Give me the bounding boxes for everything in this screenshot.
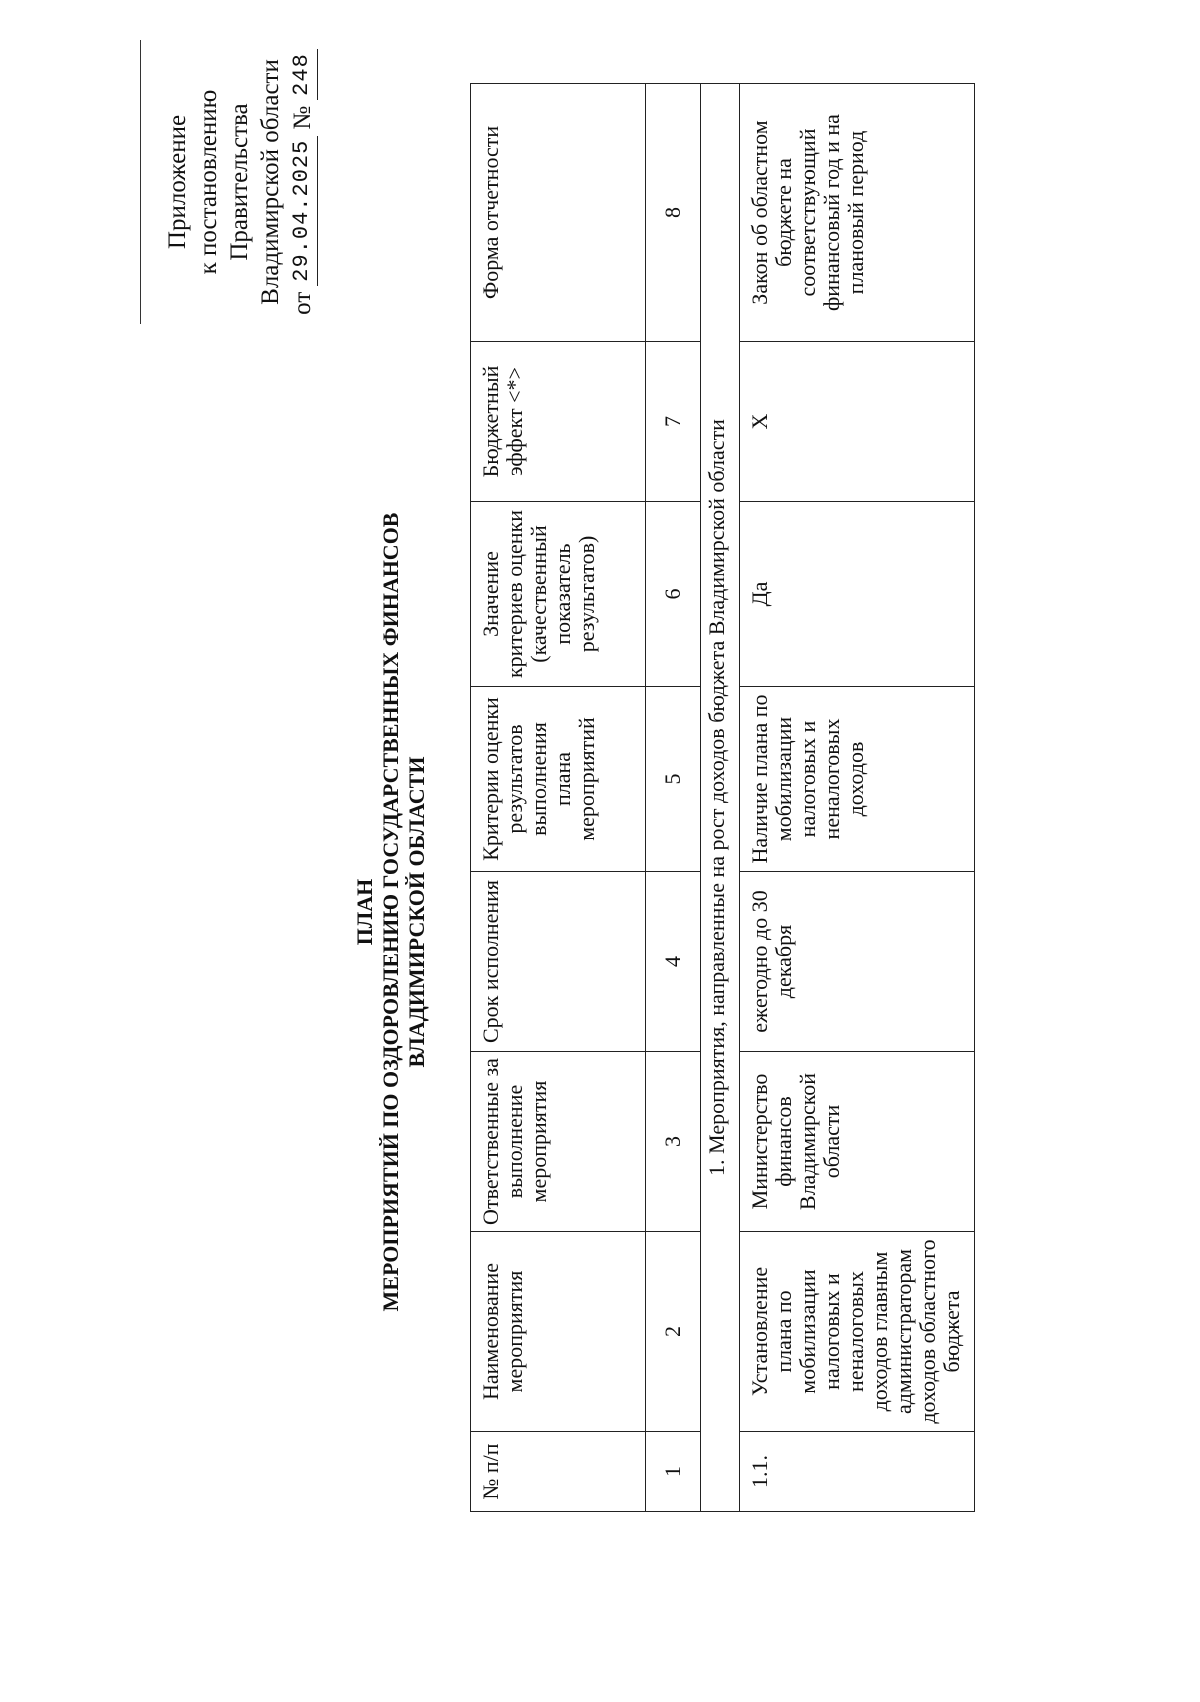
number-prefix: № [289, 105, 316, 130]
header-report: Форма отчетности [471, 84, 646, 342]
approval-block [162, 32, 318, 332]
title-line-1: ПЛАН [352, 878, 377, 946]
row-responsible: Министерство финансов Владимирской области [740, 1052, 975, 1232]
approval-line-1: Приложение [164, 114, 191, 250]
row-no: 1.1. [740, 1432, 975, 1512]
row-criteria: Наличие плана по мобилизации налоговых и неналоговых доходов [740, 687, 975, 872]
header-effect: Бюджетный эффект <*> [471, 342, 646, 502]
approval-line-3: Владимирской области [257, 59, 284, 305]
document-title [352, 382, 430, 1442]
row-value: Да [740, 502, 975, 687]
header-responsible: Ответственные за выполнение мероприятия [471, 1052, 646, 1232]
title-line-3: ВЛАДИМИРСКОЙ ОБЛАСТИ [404, 756, 429, 1068]
section-row [701, 84, 740, 1512]
section-title: 1. Мероприятия, направленные на рост доходов бюджета Владимирской области [701, 84, 740, 1512]
header-criteria: Критерии оценки результатов выполнения плана мероприятий [471, 687, 646, 872]
date-prefix: от [289, 291, 316, 315]
column-number: 2 [646, 1232, 701, 1432]
row-report: Закон об областном бюджете на соответствующий финансовый год и на плановый период [740, 84, 975, 342]
approval-date-line [286, 32, 318, 332]
header-deadline: Срок исполнения [471, 872, 646, 1052]
column-number: 4 [646, 872, 701, 1052]
top-rule [140, 40, 141, 324]
header-value: Значение критериев оценки (качественный показатель результатов) [471, 502, 646, 687]
column-number: 5 [646, 687, 701, 872]
header-name: Наименование мероприятия [471, 1232, 646, 1432]
approval-number: 248 [286, 49, 318, 100]
title-line-2: МЕРОПРИЯТИЙ ПО ОЗДОРОВЛЕНИЮ ГОСУДАРСТВЕННЫХ ФИНАНСОВ [378, 512, 403, 1312]
column-number: 3 [646, 1052, 701, 1232]
column-number: 8 [646, 84, 701, 342]
header-row [471, 84, 646, 1512]
column-number: 7 [646, 342, 701, 502]
header-no: № п/п [471, 1432, 646, 1512]
approval-line-2: к постановлению Правительства [195, 89, 253, 275]
table-row [740, 84, 975, 1512]
plan-table [470, 83, 975, 1512]
column-number: 1 [646, 1432, 701, 1512]
column-number-row [646, 84, 701, 1512]
approval-date: 29.04.2025 [286, 136, 318, 286]
row-deadline: ежегодно до 30 декабря [740, 872, 975, 1052]
row-effect: Х [740, 342, 975, 502]
row-name: Установление плана по мобилизации налоговых и неналоговых доходов главным администраторам доходов областного бюджета [740, 1232, 975, 1432]
column-number: 6 [646, 502, 701, 687]
